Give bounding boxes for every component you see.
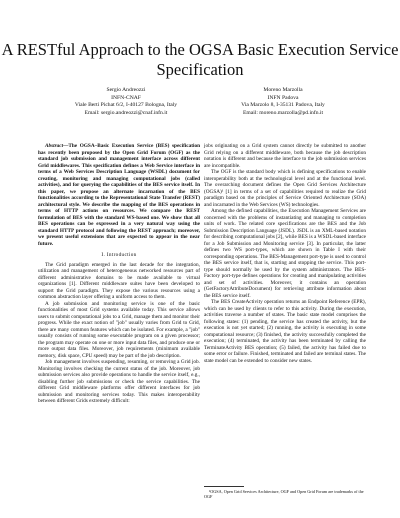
section-heading-introduction: I. Introduction <box>101 252 137 258</box>
paragraph: Among the defined capabilities, the Execution Management Services are concerned with the problems of instantiating and managing to completion units of work. The related core specifications are the BES and the Job Submission Description Language (JSDL). JSDL is an XML-based notation for describing computational jobs [2], while BES is a WSDL-based interface for a Job Submission and Monitoring service [3]. In particular, the latter defines two WS port-types, which are shown in Table I with their corresponding operations. The BES-Management port-type is used to control the BES service itself, that is, starting and stopping the service. This port-type should normally be used by the system administrators. The BES-Factory port-type defines operations for creating and manipulating activities and set of activities. Moreover, it contains an operation (GetFactoryAttributeDocument) for retrieving attribute information about the BES service itself. <box>204 208 366 299</box>
author-2 <box>213 87 353 117</box>
paragraph: jobs originating on a Grid system cannot directly be submitted to another Grid relying on a different middleware, both because the job description notation is different and because the interface to the job submission services are incompatible. <box>204 143 366 169</box>
author-address: Via Marzolo 8, I-35131 Padova, Italy <box>241 102 325 109</box>
footnote: ¹OGSA, Open Grid Services Architecture, OGF and Open Grid Forum are trademarks of the OGF <box>204 489 364 500</box>
author-1 <box>56 87 196 117</box>
paragraph: Job management involves suspending, resuming, or removing a Grid job. Monitoring involves checking the current status of the job. Moreover, job submission services also provide operations to handle the service itself, e.g., disabling further job submissions or check the service capabilities. The different Grid middleware platforms offer different interfaces for job submission and monitoring services today. This makes interoperability between different Grids extremely difficult: <box>38 359 200 404</box>
author-name: Moreno Marzolla <box>263 87 303 93</box>
author-affiliation: INFN-CNAF <box>111 94 141 101</box>
left-column <box>38 143 200 405</box>
author-block <box>0 87 400 127</box>
abstract-lead: Abstract <box>45 143 64 149</box>
abstract <box>38 143 200 247</box>
paragraph: The Grid paradigm emerged in the last decade for the integration, utilization and management of heterogeneous networked resources part of different administrative domains to be made available to virtual organizations [1]. Different middleware suites have been developed to support the Grid paradigm. They expose the various resources using a common abstraction layer offering a uniform access to them. <box>38 261 200 300</box>
author-email: Email: moreno.marzolla@pd.infn.it <box>242 109 324 116</box>
author-address: Viale Berti Pichat 6/2, I-40127 Bologna, Italy <box>74 102 178 109</box>
author-email: Email: sergio.andreozzi@cnaf.infn.it <box>84 109 168 116</box>
paragraph: The BES CreateActivity operation returns an Endpoint Reference (EPR), which can be used by clients to refer to this activity. During the execution, activities traverse a number of states. The basic state model comprises the following states: (1) pending, the service has created the activity, but the execution is not yet started; (2) running, the activity is executing in some computational resource; (3) finished, the activity successfully completed the execution; (4) terminated, the activity has been terminated by calling the TerminateActivity BES operation; (5) failed, the activity has failed due to some error or failure. Finished, terminated and failed are terminal states. The state model can be extended to consider new states. <box>204 299 366 364</box>
paragraph: The OGF is the standard body which is defining specifications to enable interoperability both at the technological level and at the functional level. The overarching document defines the Open Grid Services Architecture (OGSA)¹ [1] in terms of a set of capabilities required to realize the Grid paradigm based on the principles of Service Oriented Architecture (SOA) and incarnated in the Web Services (WS) technologies. <box>204 169 366 208</box>
abstract-text: —The OGSA–Basic Execution Service (BES) specification has recently been proposed by the Open Grid Forum (OGF) as the standard job submission and management interface across different Grid middlewares. This specification defines a Web Service interface in terms of a Web Services Description Language (WSDL) document for creating, monitoring and managing computational jobs (called activities), and for querying the capabilities of the BES service itself. In this paper, we propose an alternate incarnation of the BES functionalities according to the Representational State Transfer (REST) architectural style. We describe the mapping of the BES operations in terms of HTTP actions on resources. We compare the REST formulation of BES with the standard WS-based one. We show that all BES operations can be expressed in a very natural way using the standard HTTP protocol and following the REST approach; moreover, we present useful extensions that are expected to appear in the near future. <box>38 143 200 247</box>
author-name: Sergio Andreozzi <box>106 87 146 93</box>
footnote-divider <box>204 486 244 487</box>
paper-title: A RESTful Approach to the OGSA Basic Execution Service Specification <box>1 40 399 79</box>
author-affiliation: INFN Padova <box>267 94 299 101</box>
paragraph: A job submission and monitoring service is one of the basic functionalities of most Grid systems available today. This service allows users to submit computational jobs to a Grid, manage them and monitor their progress. While the exact notion of "job" usually varies from Grid to Grid, there are many common features which can be isolated. For example, a "job" usually consists of running some executable program on a given processor; the program may operate on one or more input data files, and produce one or more output data files. Moreover, job requirements (minimum available memory, disk space, CPU speed) may be part of the job description. <box>38 300 200 359</box>
right-column <box>204 143 366 364</box>
